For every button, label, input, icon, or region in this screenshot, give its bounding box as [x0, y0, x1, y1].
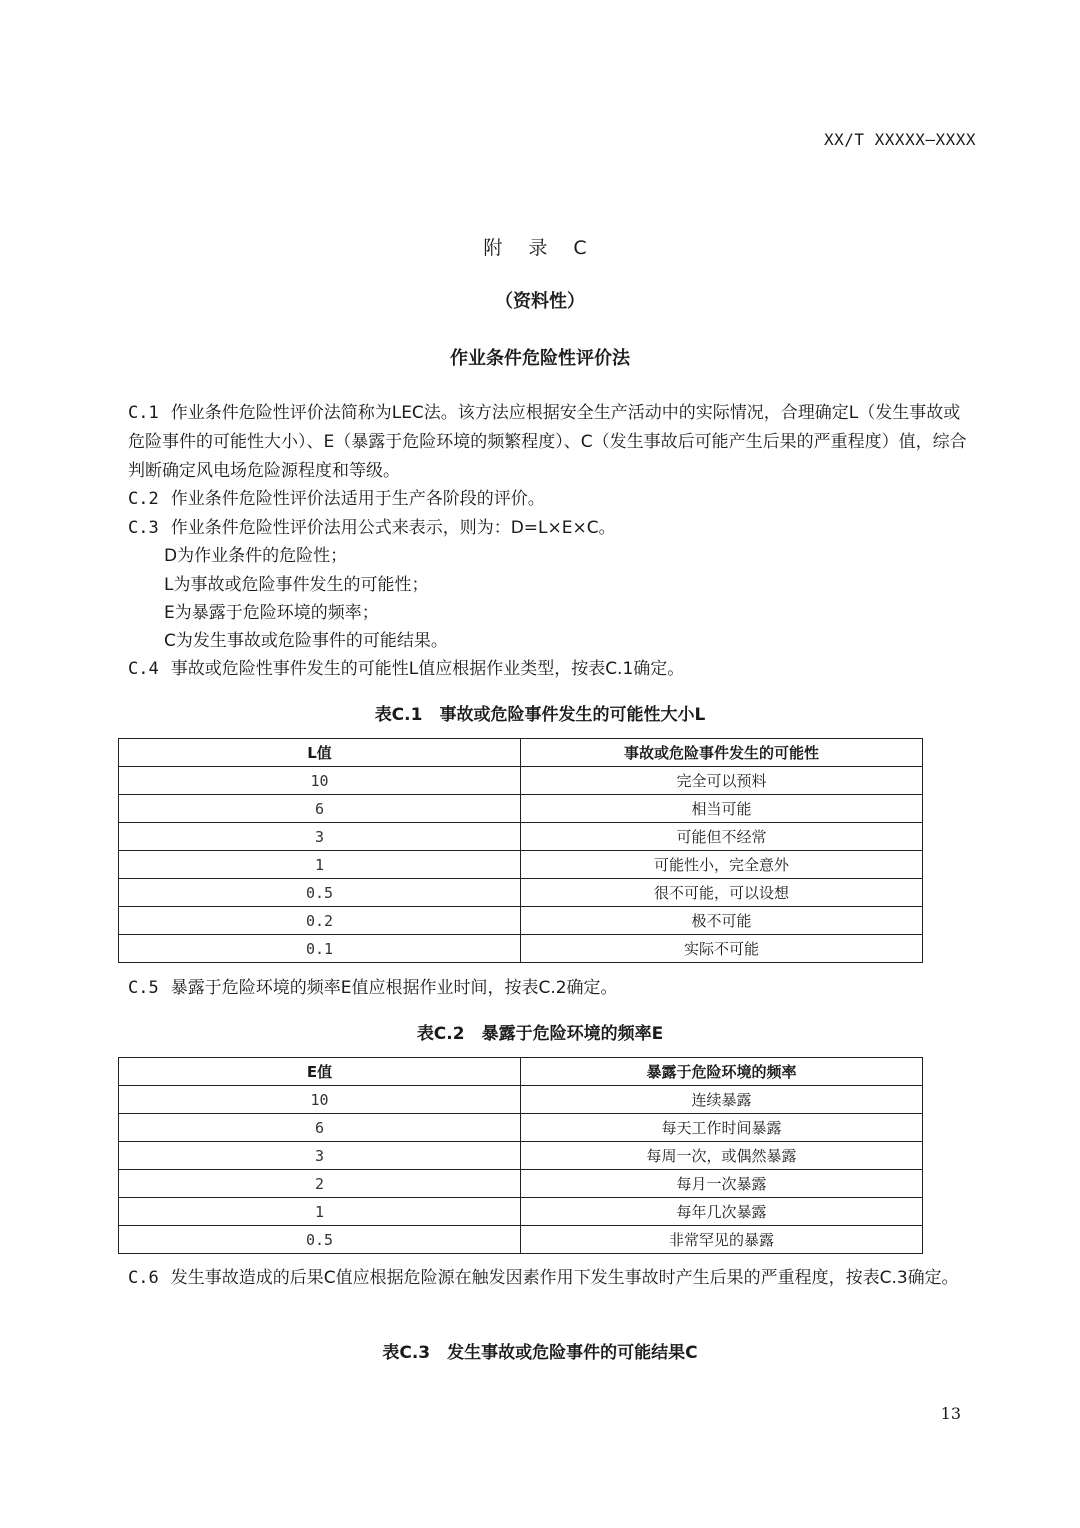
- value-cell: 0.1: [119, 935, 521, 963]
- definition-c: C为发生事故或危险事件的可能结果。: [164, 631, 448, 651]
- value-cell: 1: [119, 851, 521, 879]
- page-number: 13: [940, 1404, 961, 1423]
- value-cell: 0.5: [119, 879, 521, 907]
- table-header-row: [119, 739, 923, 767]
- clause-text: 暴露于危险环境的频率E值应根据作业时间，按表C.2确定。: [170, 978, 618, 998]
- appendix-label: 附 录 C: [483, 237, 597, 259]
- table-row: [119, 879, 923, 907]
- definition-d: D为作业条件的危险性；: [164, 546, 348, 566]
- description-cell: 完全可以预料: [521, 767, 923, 795]
- value-cell: 2: [119, 1170, 521, 1198]
- table-row: [119, 1142, 923, 1170]
- table-row: [119, 935, 923, 963]
- table-row: [119, 1226, 923, 1254]
- clause-number: C.3: [128, 518, 159, 538]
- clause-number: C.2: [128, 489, 159, 509]
- value-cell: 10: [119, 1086, 521, 1114]
- clause-text: 作业条件危险性评价法简称为LEC法。该方法应根据安全生产活动中的实际情况，合理确定L（发生事故或危险事件的可能性大小）、E（暴露于危险环境的频繁程度）、C（发生事故后可能产生后果的严重程度）值，综合判断确定风电场危险源程度和等级。: [128, 403, 967, 481]
- description-cell: 每月一次暴露: [521, 1170, 923, 1198]
- clause-number: C.1: [128, 403, 159, 423]
- column-header: L值: [119, 739, 521, 767]
- paragraph-c4: [128, 655, 973, 684]
- paragraph-c5: [128, 974, 973, 1003]
- value-cell: 10: [119, 767, 521, 795]
- table-header-row: [119, 1058, 923, 1086]
- description-cell: 很不可能，可以设想: [521, 879, 923, 907]
- clause-text: 作业条件危险性评价法用公式来表示，则为：D=L×E×C。: [170, 518, 616, 538]
- description-cell: 非常罕见的暴露: [521, 1226, 923, 1254]
- table-row: [119, 1086, 923, 1114]
- table-row: [119, 823, 923, 851]
- value-cell: 3: [119, 823, 521, 851]
- table-c2: [118, 1057, 923, 1254]
- description-cell: 每年几次暴露: [521, 1198, 923, 1226]
- clause-number: C.6: [128, 1268, 159, 1288]
- table-row: [119, 1198, 923, 1226]
- paragraph-c1: [128, 399, 973, 486]
- description-cell: 可能但不经常: [521, 823, 923, 851]
- table-row: [119, 851, 923, 879]
- table-row: [119, 907, 923, 935]
- standard-code: XX/T XXXXX—XXXX: [824, 130, 976, 149]
- clause-text: 事故或危险性事件发生的可能性L值应根据作业类型，按表C.1确定。: [170, 659, 685, 679]
- definition-e: E为暴露于危险环境的频率；: [164, 603, 379, 623]
- appendix-title: 作业条件危险性评价法: [450, 348, 630, 369]
- clause-text: 作业条件危险性评价法适用于生产各阶段的评价。: [170, 489, 545, 509]
- table1-caption: 表C.1 事故或危险事件发生的可能性大小L: [374, 705, 706, 725]
- description-cell: 可能性小，完全意外: [521, 851, 923, 879]
- column-header: 暴露于危险环境的频率: [521, 1058, 923, 1086]
- paragraph-c6: [128, 1264, 973, 1293]
- column-header: E值: [119, 1058, 521, 1086]
- table-row: [119, 795, 923, 823]
- description-cell: 每周一次，或偶然暴露: [521, 1142, 923, 1170]
- table-row: [119, 767, 923, 795]
- description-cell: 实际不可能: [521, 935, 923, 963]
- paragraph-c3: [128, 514, 973, 543]
- description-cell: 连续暴露: [521, 1086, 923, 1114]
- value-cell: 3: [119, 1142, 521, 1170]
- table2-caption: 表C.2 暴露于危险环境的频率E: [416, 1024, 664, 1044]
- paragraph-c2: [128, 485, 973, 514]
- table-row: [119, 1170, 923, 1198]
- value-cell: 0.5: [119, 1226, 521, 1254]
- description-cell: 相当可能: [521, 795, 923, 823]
- table3-caption: 表C.3 发生事故或危险事件的可能结果C: [382, 1343, 698, 1363]
- appendix-nature: （资料性）: [495, 291, 585, 312]
- clause-number: C.4: [128, 659, 159, 679]
- value-cell: 0.2: [119, 907, 521, 935]
- clause-number: C.5: [128, 978, 159, 998]
- description-cell: 极不可能: [521, 907, 923, 935]
- value-cell: 1: [119, 1198, 521, 1226]
- table-row: [119, 1114, 923, 1142]
- description-cell: 每天工作时间暴露: [521, 1114, 923, 1142]
- value-cell: 6: [119, 795, 521, 823]
- value-cell: 6: [119, 1114, 521, 1142]
- table-c1: [118, 738, 923, 963]
- clause-text: 发生事故造成的后果C值应根据危险源在触发因素作用下发生事故时产生后果的严重程度，按表C.3确定。: [170, 1268, 959, 1288]
- column-header: 事故或危险事件发生的可能性: [521, 739, 923, 767]
- definition-l: L为事故或危险事件发生的可能性；: [164, 575, 429, 595]
